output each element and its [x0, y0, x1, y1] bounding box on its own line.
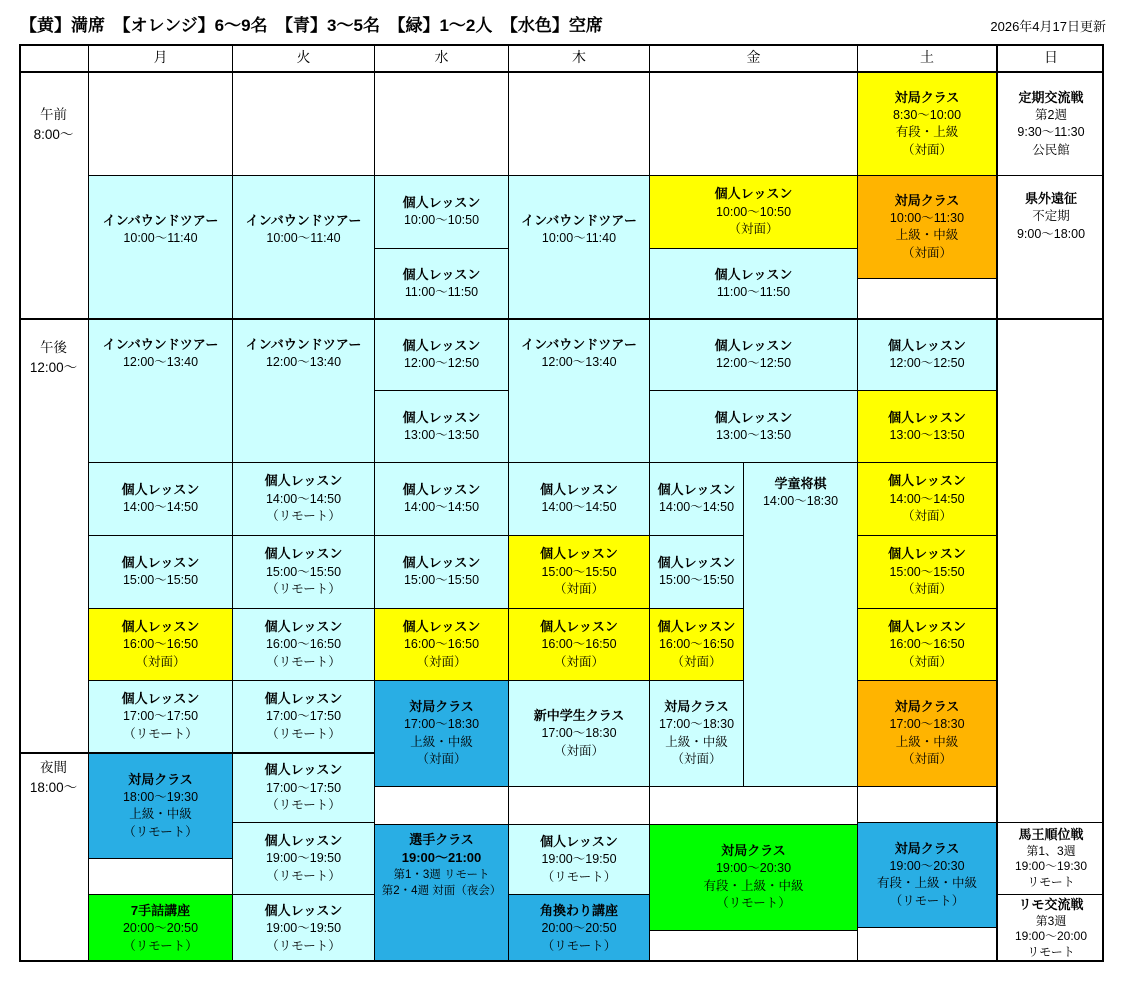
event-title: 個人レッスン [402, 266, 481, 282]
event-title: 個人レッスン [402, 555, 481, 571]
event-time: 10:00〜11:40 [123, 231, 198, 246]
cell-tue-lesson-1900a [232, 822, 374, 894]
cell-sun-day-empty [996, 318, 1104, 822]
section-time: 18:00〜 [29, 780, 78, 796]
event-title: 個人レッスン [264, 473, 343, 489]
cell-wed-lesson-1200 [374, 318, 508, 390]
event-time: 17:00〜17:50 [265, 709, 342, 724]
event-time: 17:00〜18:30 [403, 717, 480, 732]
cell-wed-taikyoku-1700 [374, 680, 508, 786]
cell-wed-lesson-1400 [374, 462, 508, 535]
day-header-mon [88, 44, 232, 71]
event-note: （対面） [901, 582, 952, 597]
cell-mon-tsume-2000 [88, 894, 232, 962]
day-label: 火 [296, 48, 311, 65]
section-label-morning [19, 71, 88, 318]
cell-tue-lesson-1700a [232, 680, 374, 752]
event-title: 対局クラス [894, 699, 960, 715]
cell-mon-lesson-1400 [88, 462, 232, 535]
event-time: 14:00〜14:50 [265, 491, 342, 506]
event-title: インバウンドツアー [245, 213, 362, 228]
event-title: インバウンドツアー [245, 337, 362, 352]
event-title: インバウンドツアー [521, 213, 637, 228]
event-time: 13:00〜13:50 [889, 427, 965, 442]
cell-mon-tour-1200 [88, 318, 232, 462]
section-name: 夜間 [40, 760, 67, 775]
event-note: （対面） [728, 222, 779, 237]
event-time: 19:00〜19:50 [541, 852, 617, 867]
event-note: リモート [1027, 874, 1075, 889]
event-time: 15:00〜15:50 [889, 564, 965, 579]
event-time: 15:00〜15:50 [541, 564, 617, 579]
cell-thu-tour-1200 [508, 318, 649, 462]
event-note: （対面） [671, 654, 722, 669]
cell-mon-lesson-1500 [88, 535, 232, 608]
event-time: 15:00〜15:50 [658, 573, 735, 588]
cell-tue-lesson-1400 [232, 462, 374, 535]
event-title: 対局クラス [894, 192, 960, 208]
event-title: 個人レッスン [402, 618, 481, 634]
day-header-sat [857, 44, 996, 71]
event-week: 第1、3週 [1026, 843, 1076, 858]
event-note: （対面） [901, 142, 952, 157]
cell-thu-evening-empty [508, 786, 649, 824]
day-label: 金 [746, 48, 761, 65]
event-time: 15:00〜15:50 [265, 564, 342, 579]
cell-thu-lesson-1400 [508, 462, 649, 535]
event-note: （リモート） [266, 938, 341, 953]
cell-fri-taikyoku-1900 [649, 824, 857, 930]
event-title: 個人レッスン [402, 409, 481, 425]
cell-sat-taikyoku-1700 [857, 680, 996, 786]
event-time: 12:00〜13:40 [265, 355, 342, 370]
event-level: 上級・中級 [410, 734, 473, 749]
event-level: 上級・中級 [129, 807, 192, 822]
event-title: 定期交流戦 [1018, 89, 1084, 105]
event-time: 10:00〜11:40 [266, 231, 341, 246]
event-time: 19:00〜19:30 [1014, 859, 1088, 874]
section-time: 8:00〜 [33, 127, 74, 143]
event-title: 個人レッスン [657, 482, 736, 498]
cell-mon-am-empty [88, 71, 232, 175]
event-time: 12:00〜12:50 [889, 356, 965, 371]
event-time: 16:00〜16:50 [541, 637, 617, 652]
event-time: 8:30〜10:00 [892, 107, 962, 122]
cell-wed-senshu-1900 [374, 824, 508, 962]
event-note: （リモート） [266, 798, 341, 813]
cell-sat-lesson-1600 [857, 608, 996, 680]
cell-wed-lesson-1100 [374, 248, 508, 318]
event-time: 16:00〜16:50 [658, 637, 735, 652]
event-time: 16:00〜16:50 [403, 637, 480, 652]
event-time: 9:30〜11:30 [1017, 125, 1085, 140]
cell-thu-lesson-1900 [508, 824, 649, 894]
day-label: 水 [434, 48, 449, 65]
cell-fri-taikyoku-1700 [649, 680, 743, 786]
event-title: 個人レッスン [657, 618, 736, 634]
day-header-fri [649, 44, 857, 71]
cell-tue-tour-1000 [232, 175, 374, 318]
event-title: 個人レッスン [264, 762, 343, 778]
cell-fri-night-empty [649, 930, 857, 962]
cell-tue-lesson-1600 [232, 608, 374, 680]
cell-wed-lesson-1300 [374, 390, 508, 462]
event-time: 16:00〜16:50 [265, 637, 342, 652]
cell-tue-tour-1200 [232, 318, 374, 462]
cell-sat-lesson-1200 [857, 318, 996, 390]
event-title: インバウンドツアー [521, 337, 637, 352]
event-title: 個人レッスン [264, 690, 343, 706]
event-time: 12:00〜12:50 [715, 356, 792, 371]
cell-thu-lesson-1500 [508, 535, 649, 608]
cell-tue-lesson-1900b [232, 894, 374, 962]
event-title: 個人レッスン [714, 409, 793, 425]
cell-fri-lesson-1400 [649, 462, 743, 535]
cell-thu-kakugawari-2000 [508, 894, 649, 962]
event-title: 個人レッスン [888, 338, 966, 354]
section-label-evening [19, 752, 88, 962]
event-title: 個人レッスン [888, 546, 966, 562]
event-title: 学童将棋 [774, 476, 827, 491]
event-note: リモート [1027, 944, 1075, 959]
event-title: 個人レッスン [264, 902, 343, 918]
event-level: 上級・中級 [895, 734, 959, 749]
event-week: 第2週 [1035, 107, 1067, 122]
event-time: 14:00〜14:50 [541, 500, 617, 515]
event-time: 16:00〜16:50 [889, 637, 965, 652]
event-title: 個人レッスン [402, 195, 481, 211]
day-label: 月 [153, 48, 168, 65]
cell-mon-evening-empty [88, 858, 232, 894]
event-note: （リモート） [716, 896, 791, 911]
event-note: （リモート） [266, 654, 341, 669]
cell-fri-evening-empty [649, 786, 857, 824]
cell-wed-lesson-1000 [374, 175, 508, 248]
day-header-sun [996, 44, 1104, 71]
cell-sun-koryu-sen [996, 71, 1104, 175]
cell-fri-lesson-1000 [649, 175, 857, 248]
event-title: 馬王順位戦 [1018, 826, 1084, 842]
event-time: 19:00〜20:30 [715, 861, 792, 876]
cell-wed-am-empty [374, 71, 508, 175]
cell-sat-taikyoku-1000 [857, 175, 996, 278]
event-time: 10:00〜11:40 [541, 231, 617, 246]
event-title: インバウンドツアー [102, 337, 219, 352]
event-time: 17:00〜17:50 [265, 780, 342, 795]
event-title: 対局クラス [664, 699, 729, 715]
cell-thu-tour-1000 [508, 175, 649, 318]
cell-sat-taikyoku-1900 [857, 822, 996, 927]
cell-sun-junisen [996, 822, 1104, 894]
cell-sat-am-empty [857, 278, 996, 318]
event-time: 17:00〜17:50 [122, 709, 199, 724]
section-name: 午後 [40, 340, 67, 355]
event-title: 県外遠征 [1024, 191, 1077, 206]
event-time: 14:00〜18:30 [762, 494, 839, 509]
event-time: 14:00〜14:50 [658, 500, 735, 515]
event-time: 14:00〜14:50 [403, 500, 480, 515]
event-time: 17:00〜18:30 [658, 717, 735, 732]
event-time: 15:00〜15:50 [403, 573, 480, 588]
event-title: 角換わり講座 [539, 902, 618, 918]
event-time: 15:00〜15:50 [122, 573, 199, 588]
event-note: （リモート） [266, 509, 341, 524]
event-time: 13:00〜13:50 [403, 427, 480, 442]
event-note: （リモート） [266, 868, 341, 883]
event-time: 19:00〜19:50 [265, 851, 342, 866]
event-note: （対面） [901, 245, 952, 260]
event-title: 対局クラス [894, 89, 960, 105]
event-note: （対面） [553, 743, 604, 758]
event-note: （対面） [901, 654, 952, 669]
event-time: 14:00〜14:50 [122, 500, 199, 515]
event-note: （対面） [135, 654, 186, 669]
event-title: 選手クラス [409, 832, 474, 847]
event-note: （リモート） [123, 824, 198, 839]
event-note: （対面） [553, 654, 604, 669]
event-note: （対面） [553, 582, 604, 597]
event-title: 対局クラス [721, 843, 786, 859]
event-time: 14:00〜14:50 [889, 491, 965, 506]
event-time: 12:00〜12:50 [403, 356, 480, 371]
day-header-wed [374, 44, 508, 71]
cell-thu-am-empty [508, 71, 649, 175]
event-title: 個人レッスン [402, 482, 481, 498]
event-title: 個人レッスン [121, 618, 200, 634]
event-level: 上級・中級 [665, 734, 728, 749]
event-title: 個人レッスン [264, 546, 343, 562]
section-label-afternoon [19, 318, 88, 752]
event-note: 第1・3週 リモート [393, 869, 490, 882]
event-note: （リモート） [123, 938, 198, 953]
event-note: （対面） [901, 752, 952, 767]
cell-sat-lesson-1300 [857, 390, 996, 462]
event-note: （リモート） [266, 582, 341, 597]
event-title: 個人レッスン [540, 482, 618, 498]
day-label: 木 [572, 48, 586, 65]
updated-date: 2026年4月17日更新 [990, 19, 1106, 34]
event-note: （リモート） [541, 938, 617, 953]
event-time: 16:00〜16:50 [122, 637, 199, 652]
event-level: 有段・上級・中級 [876, 876, 977, 891]
event-time: 19:00〜20:30 [889, 858, 965, 873]
event-time: 18:00〜19:30 [122, 789, 199, 804]
cell-fri-am-empty [649, 71, 857, 175]
cell-sun-rimo-koryu [996, 894, 1104, 962]
cell-tue-lesson-1500 [232, 535, 374, 608]
event-title: 個人レッスン [714, 338, 793, 354]
event-title: 個人レッスン [264, 618, 343, 634]
event-time: 17:00〜18:30 [541, 726, 617, 741]
event-title: 個人レッスン [657, 555, 736, 571]
event-note: （リモート） [266, 726, 341, 741]
header-corner [19, 44, 88, 71]
event-title: 個人レッスン [714, 186, 793, 202]
cell-mon-tour-1000 [88, 175, 232, 318]
event-title: 個人レッスン [888, 409, 966, 425]
cell-mon-lesson-1600 [88, 608, 232, 680]
event-note: （対面） [901, 509, 952, 524]
cell-sat-taikyoku-0830 [857, 71, 996, 175]
event-place: 公民館 [1032, 142, 1070, 157]
event-title: インバウンドツアー [102, 213, 219, 228]
event-time: 10:00〜10:50 [403, 213, 480, 228]
event-note: （対面） [416, 654, 467, 669]
cell-mon-lesson-1700 [88, 680, 232, 752]
event-note: 第2・4週 対面（夜会） [381, 885, 502, 898]
event-level: 上級・中級 [895, 228, 959, 243]
event-time: 11:00〜11:50 [716, 284, 791, 299]
event-time: 10:00〜11:30 [889, 210, 965, 225]
event-title: 7手詰講座 [130, 902, 191, 918]
event-time: 11:00〜11:50 [404, 284, 479, 299]
cell-sat-lesson-1500 [857, 535, 996, 608]
event-time: 9:00〜18:00 [1016, 226, 1086, 241]
event-time: 12:00〜13:40 [122, 355, 199, 370]
cell-wed-lesson-1500 [374, 535, 508, 608]
event-title: 対局クラス [409, 699, 474, 715]
event-note: （リモート） [541, 869, 617, 884]
event-time: 12:00〜13:40 [541, 355, 617, 370]
cell-tue-lesson-1700b [232, 752, 374, 822]
cell-tue-am-empty [232, 71, 374, 175]
event-title: 個人レッスン [121, 690, 200, 706]
event-time: 13:00〜13:50 [715, 427, 792, 442]
cell-sat-night-empty [857, 927, 996, 962]
event-week: 不定期 [1032, 209, 1070, 224]
day-label: 日 [1044, 48, 1058, 65]
event-time: 19:00〜21:00 [401, 850, 482, 866]
cell-fri-lesson-1200 [649, 318, 857, 390]
event-title: 個人レッスン [121, 482, 200, 498]
event-level: 有段・上級・中級 [703, 878, 804, 893]
event-title: 個人レッスン [888, 473, 966, 489]
cell-wed-lesson-1600 [374, 608, 508, 680]
event-time: 20:00〜20:50 [541, 921, 617, 936]
cell-thu-junior-class-1700 [508, 680, 649, 786]
cell-fri-lesson-1100 [649, 248, 857, 318]
event-note: （リモート） [123, 726, 198, 741]
event-time: 17:00〜18:30 [889, 717, 965, 732]
event-week: 第3週 [1035, 913, 1067, 928]
cell-sun-ensei [996, 175, 1104, 318]
event-title: 個人レッスン [264, 832, 343, 848]
event-title: 個人レッスン [540, 546, 618, 562]
event-title: 対局クラス [894, 840, 960, 856]
section-time: 12:00〜 [29, 360, 78, 376]
cell-mon-taikyoku-1800 [88, 752, 232, 858]
event-level: 有段・上級 [895, 125, 959, 140]
day-header-tue [232, 44, 374, 71]
cell-fri-lesson-1600 [649, 608, 743, 680]
section-name: 午前 [40, 107, 67, 122]
color-legend: 【黄】満席 【オレンジ】6〜9名 【青】3〜5名 【緑】1〜2人 【水色】空席 [20, 16, 603, 35]
cell-fri-lesson-1500 [649, 535, 743, 608]
cell-wed-evening-empty [374, 786, 508, 824]
event-title: 個人レッスン [121, 555, 200, 571]
event-time: 19:00〜19:50 [265, 921, 342, 936]
event-note: （対面） [416, 752, 467, 767]
event-title: 個人レッスン [540, 833, 618, 849]
event-time: 19:00〜20:00 [1014, 929, 1088, 944]
event-title: 対局クラス [128, 771, 193, 787]
event-title: リモ交流戦 [1018, 896, 1084, 912]
cell-thu-lesson-1600 [508, 608, 649, 680]
event-time: 10:00〜10:50 [715, 204, 792, 219]
event-note: （リモート） [889, 893, 965, 908]
event-title: 新中学生クラス [533, 707, 625, 723]
cell-sat-lesson-1400 [857, 462, 996, 535]
day-label: 土 [920, 48, 934, 65]
event-title: 個人レッスン [714, 266, 793, 282]
cell-fri-gakudo-shogi [743, 462, 857, 786]
event-title: 個人レッスン [888, 618, 966, 634]
cell-fri-lesson-1300 [649, 390, 857, 462]
day-header-thu [508, 44, 649, 71]
event-note: （対面） [671, 752, 722, 767]
event-title: 個人レッスン [540, 618, 618, 634]
event-time: 20:00〜20:50 [122, 921, 199, 936]
cell-sat-evening-empty [857, 786, 996, 822]
event-title: 個人レッスン [402, 338, 481, 354]
